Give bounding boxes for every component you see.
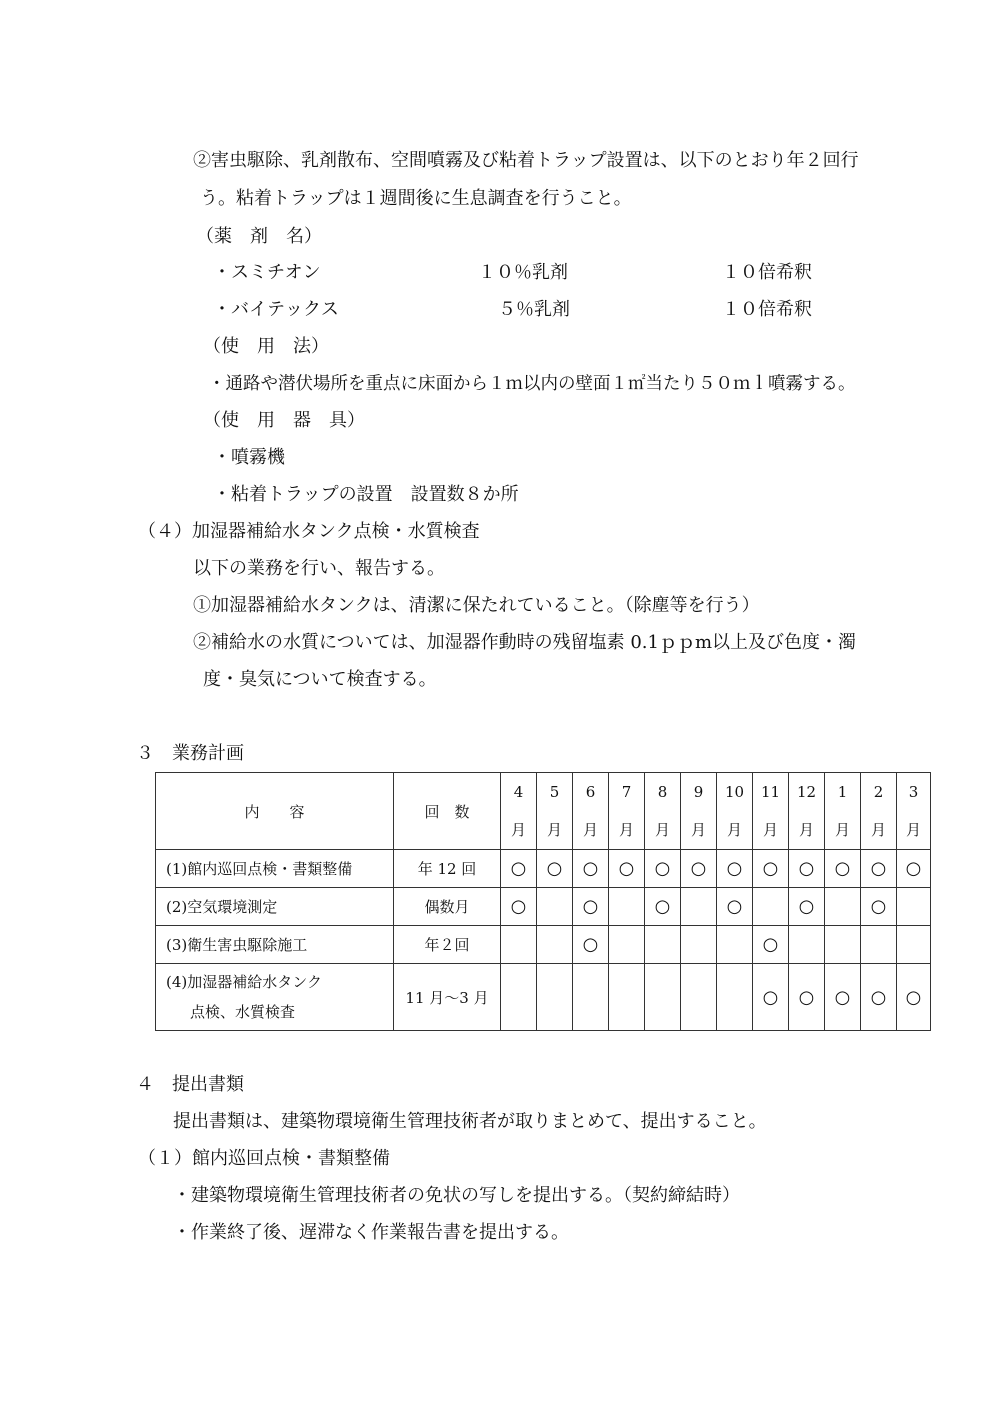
chem-dilution-1: １０倍希釈 xyxy=(722,262,812,283)
month-number: 10 xyxy=(724,783,745,801)
month-unit: 月 xyxy=(618,821,634,839)
schedule-mark: ○ xyxy=(753,926,789,964)
schedule-mark: ○ xyxy=(501,888,537,926)
row-frequency: 年 12 回 xyxy=(394,850,501,888)
header-month xyxy=(897,773,931,850)
header-month xyxy=(825,773,861,850)
row-item xyxy=(156,964,394,1031)
schedule-mark: ○ xyxy=(573,850,609,888)
month-number: 12 xyxy=(796,783,817,801)
schedule-mark xyxy=(501,926,537,964)
chem-conc-1: １０％乳剤 xyxy=(478,262,568,283)
table-row xyxy=(156,888,931,926)
row-item: (1)館内巡回点検・書類整備 xyxy=(156,850,394,888)
schedule-mark: ○ xyxy=(825,964,861,1031)
chem-name-2: ・バイテックス xyxy=(213,299,339,320)
row-item: (3)衛生害虫駆除施工 xyxy=(156,926,394,964)
section4-bullet2: ・作業終了後、遅滞なく作業報告書を提出する。 xyxy=(173,1222,569,1243)
schedule-mark: ○ xyxy=(789,888,825,926)
schedule-mark: ○ xyxy=(789,964,825,1031)
month-unit: 月 xyxy=(582,821,598,839)
schedule-mark xyxy=(681,926,717,964)
month-unit: 月 xyxy=(726,821,742,839)
schedule-mark xyxy=(897,888,931,926)
tools-heading: （使 用 器 具） xyxy=(203,410,365,431)
header-month xyxy=(645,773,681,850)
row-item-line2: 点検、水質検査 xyxy=(190,1003,296,1021)
schedule-mark xyxy=(681,888,717,926)
schedule-mark: ○ xyxy=(609,850,645,888)
work-plan-table xyxy=(155,772,931,1031)
schedule-mark: ○ xyxy=(681,850,717,888)
row-frequency: 偶数月 xyxy=(394,888,501,926)
schedule-mark: ○ xyxy=(861,964,897,1031)
header-content: 内 容 xyxy=(156,773,394,850)
header-month xyxy=(573,773,609,850)
table-row xyxy=(156,850,931,888)
header-month xyxy=(681,773,717,850)
schedule-mark: ○ xyxy=(573,926,609,964)
schedule-mark: ○ xyxy=(717,888,753,926)
schedule-mark xyxy=(609,888,645,926)
schedule-mark: ○ xyxy=(645,850,681,888)
header-count: 回 数 xyxy=(394,773,501,850)
month-number: 9 xyxy=(693,783,704,801)
row-item-line1: (4)加湿器補給水タンク xyxy=(166,973,322,991)
month-number: 8 xyxy=(657,783,668,801)
month-number: 6 xyxy=(585,783,596,801)
chem-dilution-2: １０倍希釈 xyxy=(722,299,812,320)
schedule-mark: ○ xyxy=(645,888,681,926)
chem-name-1: ・スミチオン xyxy=(213,262,321,283)
chem-heading: （薬 剤 名） xyxy=(196,226,322,247)
usage-text: ・通路や潜伏場所を重点に床面から１ｍ以内の壁面１㎡当たり５０ｍｌ噴霧する。 xyxy=(208,374,856,394)
schedule-mark xyxy=(897,926,931,964)
chem-conc-2: ５％乳剤 xyxy=(498,299,570,320)
month-unit: 月 xyxy=(905,821,921,839)
schedule-mark: ○ xyxy=(537,850,573,888)
header-month xyxy=(861,773,897,850)
humidifier-heading: （４）加湿器補給水タンク点検・水質検査 xyxy=(138,521,480,542)
section4-title: ４ 提出書類 xyxy=(136,1074,244,1095)
schedule-mark: ○ xyxy=(789,850,825,888)
month-number: 2 xyxy=(873,783,884,801)
schedule-mark xyxy=(717,964,753,1031)
month-unit: 月 xyxy=(510,821,526,839)
section3-title: ３ 業務計画 xyxy=(136,743,244,764)
schedule-mark: ○ xyxy=(753,850,789,888)
section4-bullet1: ・建築物環境衛生管理技術者の免状の写しを提出する。（契約締結時） xyxy=(173,1185,740,1206)
schedule-mark xyxy=(645,964,681,1031)
month-number: 11 xyxy=(760,783,781,801)
header-month xyxy=(537,773,573,850)
month-unit: 月 xyxy=(762,821,778,839)
pest-item2-line1: ②害虫駆除、乳剤散布、空間噴霧及び粘着トラップ設置は、以下のとおり年２回行 xyxy=(193,150,859,171)
humidifier-intro: 以下の業務を行い、報告する。 xyxy=(193,558,445,579)
schedule-mark: ○ xyxy=(897,964,931,1031)
schedule-mark: ○ xyxy=(717,850,753,888)
humidifier-point2-line1: ②補給水の水質については、加湿器作動時の残留塩素 0.1ｐｐm以上及び色度・濁 xyxy=(193,632,857,653)
schedule-mark xyxy=(501,964,537,1031)
schedule-mark xyxy=(609,926,645,964)
month-number: 4 xyxy=(513,783,524,801)
header-month xyxy=(753,773,789,850)
schedule-mark: ○ xyxy=(897,850,931,888)
month-unit: 月 xyxy=(654,821,670,839)
month-unit: 月 xyxy=(834,821,850,839)
tool-trap: ・粘着トラップの設置 設置数８か所 xyxy=(213,484,519,505)
month-number: 1 xyxy=(837,783,848,801)
tool-sprayer: ・噴霧機 xyxy=(213,447,285,468)
table-row xyxy=(156,964,931,1031)
schedule-mark xyxy=(861,926,897,964)
schedule-mark xyxy=(537,964,573,1031)
header-month xyxy=(609,773,645,850)
row-frequency: 年２回 xyxy=(394,926,501,964)
schedule-mark xyxy=(537,888,573,926)
month-unit: 月 xyxy=(690,821,706,839)
schedule-mark xyxy=(753,888,789,926)
month-unit: 月 xyxy=(798,821,814,839)
schedule-mark: ○ xyxy=(861,888,897,926)
pest-item2-line2: う。粘着トラップは１週間後に生息調査を行うこと。 xyxy=(200,188,632,209)
schedule-mark xyxy=(609,964,645,1031)
schedule-mark xyxy=(573,964,609,1031)
section4-sub1-heading: （１）館内巡回点検・書類整備 xyxy=(138,1148,390,1169)
month-unit: 月 xyxy=(870,821,886,839)
schedule-mark: ○ xyxy=(825,850,861,888)
humidifier-point1: ①加湿器補給水タンクは、清潔に保たれていること。（除塵等を行う） xyxy=(193,595,760,616)
schedule-mark: ○ xyxy=(861,850,897,888)
month-unit: 月 xyxy=(546,821,562,839)
month-number: 7 xyxy=(621,783,632,801)
table-header-row xyxy=(156,773,931,850)
row-item: (2)空気環境測定 xyxy=(156,888,394,926)
header-month xyxy=(789,773,825,850)
table-row xyxy=(156,926,931,964)
schedule-mark xyxy=(645,926,681,964)
schedule-mark: ○ xyxy=(573,888,609,926)
schedule-mark xyxy=(717,926,753,964)
header-month xyxy=(717,773,753,850)
usage-heading: （使 用 法） xyxy=(203,336,329,357)
schedule-mark xyxy=(681,964,717,1031)
schedule-mark xyxy=(825,926,861,964)
schedule-mark: ○ xyxy=(753,964,789,1031)
humidifier-point2-line2: 度・臭気について検査する。 xyxy=(203,669,437,690)
schedule-mark xyxy=(789,926,825,964)
row-frequency: 11 月～3 月 xyxy=(394,964,501,1031)
schedule-mark xyxy=(825,888,861,926)
header-month xyxy=(501,773,537,850)
month-number: 3 xyxy=(908,783,919,801)
schedule-mark xyxy=(537,926,573,964)
month-number: 5 xyxy=(549,783,560,801)
schedule-mark: ○ xyxy=(501,850,537,888)
section4-intro: 提出書類は、建築物環境衛生管理技術者が取りまとめて、提出すること。 xyxy=(173,1111,767,1132)
